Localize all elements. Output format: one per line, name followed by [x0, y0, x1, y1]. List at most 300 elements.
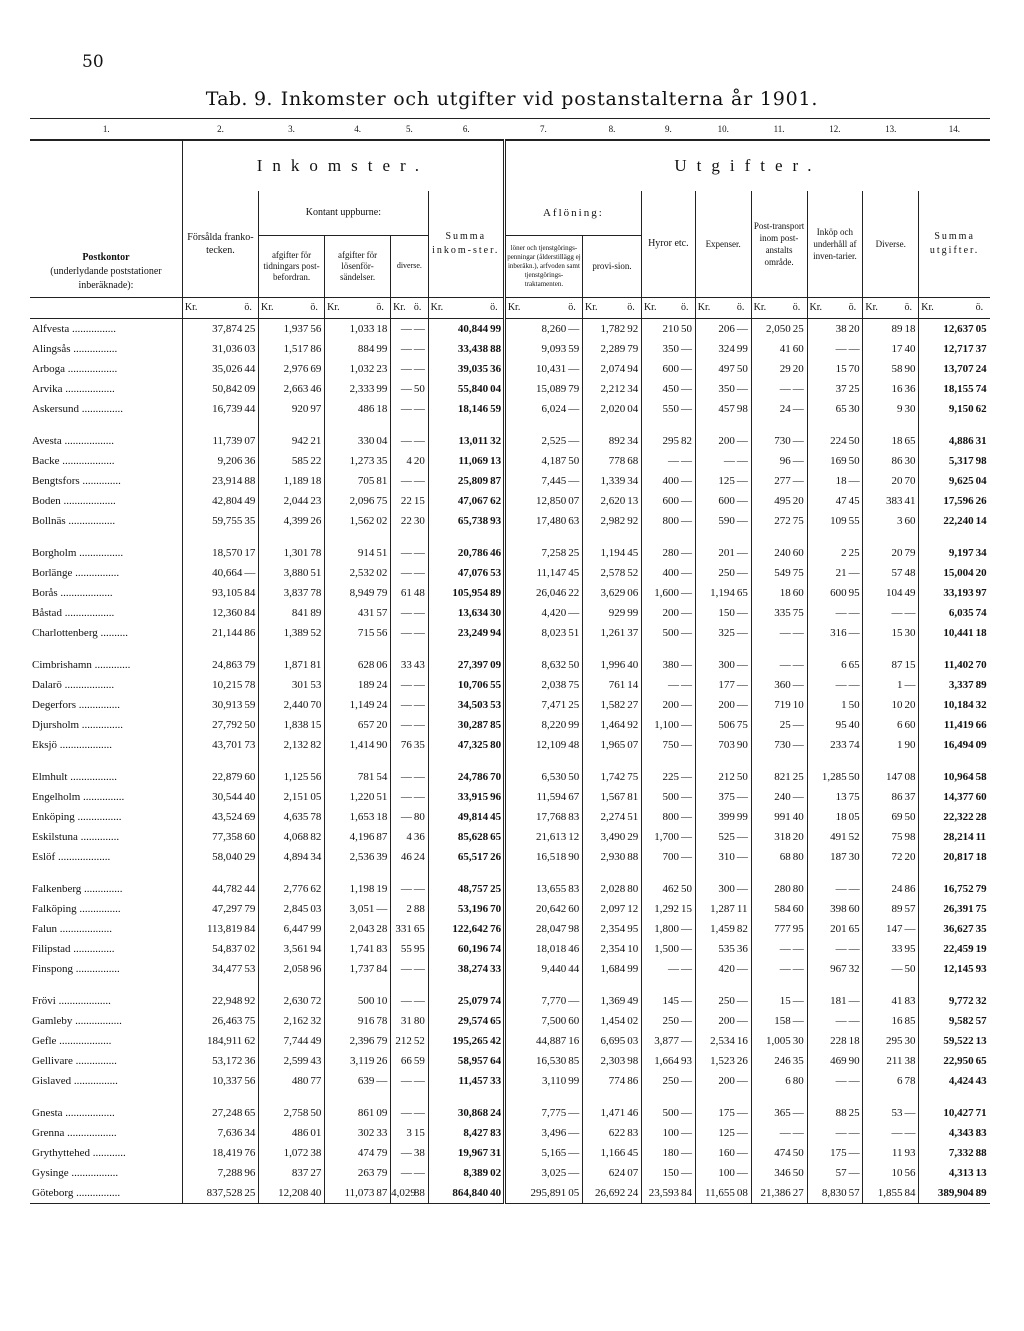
cell-ore: 27 [626, 695, 641, 715]
cell-ore: — [413, 695, 428, 715]
cell-ore: — [567, 1143, 582, 1163]
cell-kr: 700 [662, 850, 680, 863]
cell-ore: 43 [309, 1051, 324, 1071]
table-row [30, 735, 990, 755]
cell-kr: 105,954 [452, 586, 489, 599]
cell-kr: 600 [662, 494, 680, 507]
cell-ore: 41 [903, 491, 918, 511]
cell-kr: 1,005 [766, 1034, 791, 1047]
cell-kr: — [835, 342, 847, 355]
cell-ore: — [848, 471, 863, 491]
cell-ore: 20 [975, 566, 987, 579]
colnum: 2. [182, 119, 258, 141]
cell-kr: 375 [718, 790, 735, 803]
cell-ore: 99 [489, 318, 504, 339]
cell-ore: 23 [309, 491, 324, 511]
cell-kr: 11 [891, 1146, 903, 1159]
cell-ore: — [567, 1103, 582, 1123]
cell-ore: 45 [567, 563, 582, 583]
cell-ore: 28 [975, 810, 987, 823]
cell-ore: 56 [243, 1071, 258, 1091]
cell-ore: — [680, 767, 695, 787]
cell-ore: — [736, 543, 751, 563]
cell-ore: 90 [903, 735, 918, 755]
cell-ore: 50 [567, 767, 582, 787]
cell-ore: 98 [903, 827, 918, 847]
cell-kr: 35,026 [212, 362, 243, 375]
cell-kr: 10,427 [943, 1106, 974, 1119]
cell-ore: 20 [792, 359, 807, 379]
table-row [30, 623, 990, 643]
cell-ore: 69 [309, 359, 324, 379]
cell-ore: 18 [975, 626, 987, 639]
cell-ore: 02 [489, 1163, 504, 1183]
cell-ore: — [736, 675, 751, 695]
cell-kr: 431 [357, 606, 375, 619]
cell-ore: 18 [903, 318, 918, 339]
cell-kr: — [400, 718, 412, 731]
cell-kr: 113,819 [206, 922, 243, 935]
cell-ore: 52 [848, 827, 863, 847]
cell-ore: 51 [309, 563, 324, 583]
postkontor-name: Gnesta .................. [30, 1103, 182, 1123]
cell-kr: 892 [608, 434, 626, 447]
cell-kr: 1,965 [600, 738, 626, 751]
cell-kr: 2,074 [600, 362, 626, 375]
cell-kr: 125 [718, 474, 735, 487]
cell-kr: 25,809 [457, 474, 489, 487]
cell-ore: 66 [975, 718, 987, 731]
cell-kr: 861 [357, 1106, 375, 1119]
cell-kr: 10,431 [536, 362, 567, 375]
cell-ore: — [680, 603, 695, 623]
cell-ore: — [736, 1011, 751, 1031]
cell-ore: — [848, 603, 863, 623]
cell-ore: — [736, 603, 751, 623]
cell-ore: 02 [626, 1011, 641, 1031]
postkontor-name: Arboga .................. [30, 359, 182, 379]
cell-kr: 150 [662, 1166, 680, 1179]
cell-kr: 6,035 [948, 606, 974, 619]
cell-ore: 88 [489, 339, 504, 359]
cell-ore: 12 [567, 827, 582, 847]
cell-kr: 2,097 [600, 902, 626, 915]
cell-kr: 1,741 [349, 942, 375, 955]
cell-ore: — [680, 1071, 695, 1091]
cell-kr: 535 [718, 942, 735, 955]
cell-ore: — [567, 603, 582, 623]
table-row [30, 899, 990, 919]
cell-ore: 40 [243, 787, 258, 807]
cell-ore: 60 [903, 511, 918, 531]
cell-ore: 36 [903, 379, 918, 399]
cell-kr: 11,594 [536, 790, 567, 803]
cell-kr: 30,913 [212, 698, 243, 711]
cell-ore: — [792, 1011, 807, 1031]
cell-ore: 24 [375, 695, 390, 715]
cell-kr: 20 [891, 474, 903, 487]
cell-ore: 99 [626, 959, 641, 979]
cell-ore: 15 [413, 1123, 428, 1143]
cell-ore: 56 [903, 1163, 918, 1183]
cell-kr: 16,518 [536, 850, 567, 863]
cell-kr: 27,792 [212, 718, 243, 731]
cell-ore: — [792, 471, 807, 491]
cell-kr: 6 [785, 1074, 791, 1087]
cell-kr: — [400, 474, 412, 487]
cell-ore: — [680, 991, 695, 1011]
loner-header: löner och tjenstgörings-penningar (ålderstillägg ej inberäkn.), arfvoden samt tjenstgörings-traktamenten. [504, 235, 582, 297]
cell-kr: 2,096 [349, 494, 375, 507]
diverse-inkomster-header: diverse. [391, 235, 429, 297]
table-row [30, 991, 990, 1011]
cell-ore: 36 [243, 1051, 258, 1071]
cell-kr: 2,620 [600, 494, 626, 507]
cell-ore: 74 [489, 939, 504, 959]
postkontor-subheader: (underlydande poststationer inberäknade): [50, 265, 162, 291]
cell-ore: — [680, 695, 695, 715]
cell-kr: 1,838 [283, 718, 309, 731]
cell-ore: — [413, 1103, 428, 1123]
cell-kr: 9,440 [541, 962, 567, 975]
cell-ore: 64 [489, 1051, 504, 1071]
cell-kr: 2,776 [283, 882, 309, 895]
cell-kr: 18,146 [457, 402, 489, 415]
cell-ore: 53 [243, 959, 258, 979]
cell-ore: 55 [848, 511, 863, 531]
cell-kr: 4,196 [349, 830, 375, 843]
cell-kr: 24 [891, 882, 903, 895]
cell-kr: 24,863 [212, 658, 243, 671]
cell-kr: 639 [357, 1074, 375, 1087]
cell-kr: 6,530 [541, 770, 567, 783]
cell-ore: 18 [375, 318, 390, 339]
cell-kr: 160 [718, 1146, 735, 1159]
cell-ore: — [567, 1163, 582, 1183]
cell-ore: — [413, 563, 428, 583]
cell-ore: 09 [489, 655, 504, 675]
cell-kr: 15,089 [536, 382, 567, 395]
cell-ore: 94 [309, 939, 324, 959]
cell-ore: 50 [567, 655, 582, 675]
summa-utgifter-header: Summa utgifter. [929, 230, 980, 256]
cell-ore: 84 [243, 583, 258, 603]
cell-kr: — [835, 606, 847, 619]
cell-ore: 63 [567, 511, 582, 531]
cell-kr: 147 [885, 770, 903, 783]
cell-ore: 05 [975, 322, 987, 335]
cell-ore: 84 [243, 919, 258, 939]
cell-ore: — [736, 379, 751, 399]
cell-kr: — [400, 1074, 412, 1087]
cell-ore: 25 [848, 379, 863, 399]
cell-kr: 325 [718, 626, 735, 639]
cell-kr: 15 [779, 994, 791, 1007]
cell-kr: 8,260 [541, 322, 567, 335]
cell-ore: 25 [792, 767, 807, 787]
posttransport-header: Post-transport inom post-anstalts område. [751, 191, 807, 297]
cell-kr: 2,020 [600, 402, 626, 415]
table-row [30, 431, 990, 451]
postkontor-name: Grenna .................. [30, 1123, 182, 1143]
cell-kr: 398 [830, 902, 847, 915]
postkontor-name: Båstad .................. [30, 603, 182, 623]
cell-kr: 18,018 [536, 942, 567, 955]
cell-ore: — [680, 359, 695, 379]
cell-ore: 50 [680, 318, 695, 339]
cell-kr: 2,044 [283, 494, 309, 507]
cell-kr: 600 [718, 494, 735, 507]
cell-kr: 2,212 [600, 382, 626, 395]
cell-ore: 26 [375, 1051, 390, 1071]
cell-kr: 212 [718, 770, 735, 783]
cell-ore: — [680, 491, 695, 511]
cell-kr: 778 [608, 454, 626, 467]
cell-ore: 93 [975, 962, 987, 975]
postkontor-name: Dalarö .................. [30, 675, 182, 695]
cell-ore: 88 [413, 1183, 428, 1204]
cell-kr: 200 [718, 434, 735, 447]
table-row [30, 451, 990, 471]
cell-kr: 3,877 [654, 1034, 680, 1047]
cell-ore: 79 [243, 899, 258, 919]
cell-kr: 316 [830, 626, 847, 639]
cell-kr: 25 [779, 718, 791, 731]
cell-ore: 70 [489, 767, 504, 787]
cell-kr: 23,914 [212, 474, 243, 487]
cell-kr: — [400, 546, 412, 559]
cell-kr: 11,147 [536, 566, 567, 579]
cell-ore: 85 [489, 715, 504, 735]
cell-kr: 150 [718, 606, 735, 619]
cell-kr: 68 [779, 850, 791, 863]
cell-kr: 9,093 [541, 342, 567, 355]
cell-ore: 99 [567, 715, 582, 735]
cell-kr: 500 [662, 790, 680, 803]
postkontor-name: Alingsås ................ [30, 339, 182, 359]
cell-ore: 84 [375, 959, 390, 979]
cell-kr: 33 [400, 658, 412, 671]
cell-ore: 65 [736, 583, 751, 603]
cell-ore: 95 [413, 939, 428, 959]
cell-ore: — [413, 603, 428, 623]
cell-kr: 295 [662, 434, 680, 447]
cell-kr: — [400, 994, 412, 1007]
cell-kr: 2,289 [600, 342, 626, 355]
cell-ore: 86 [243, 623, 258, 643]
cell-kr: 20,817 [943, 850, 974, 863]
cell-kr: 3,025 [541, 1166, 567, 1179]
cell-ore: 51 [375, 543, 390, 563]
cell-kr: 3,880 [283, 566, 309, 579]
cell-ore: 03 [243, 339, 258, 359]
cell-kr: 53 [891, 1106, 903, 1119]
cell-ore: 96 [489, 787, 504, 807]
cell-ore: 92 [626, 715, 641, 735]
cell-ore: — [413, 1163, 428, 1183]
table-row [30, 543, 990, 563]
cell-ore: 13 [975, 1034, 987, 1047]
cell-ore: — [736, 491, 751, 511]
cell-ore: — [413, 959, 428, 979]
cell-ore: — [792, 399, 807, 419]
cell-kr: 1,582 [600, 698, 626, 711]
cell-kr: 75 [891, 830, 903, 843]
cell-ore: 70 [489, 899, 504, 919]
cell-kr: 42,804 [212, 494, 243, 507]
cell-ore: 60 [792, 543, 807, 563]
cell-ore: 27 [792, 1183, 807, 1204]
cell-kr: 47,076 [457, 566, 489, 579]
cell-ore: 02 [375, 563, 390, 583]
cell-kr: 474 [774, 1146, 791, 1159]
cell-ore: — [736, 991, 751, 1011]
cell-ore: — [567, 991, 582, 1011]
cell-ore: 80 [626, 879, 641, 899]
cell-kr: 44,887 [536, 1034, 567, 1047]
cell-ore: 79 [375, 1031, 390, 1051]
cell-kr: 1,072 [283, 1146, 309, 1159]
cell-ore: — [848, 675, 863, 695]
cell-ore: 30 [848, 847, 863, 867]
cell-ore: 25 [792, 318, 807, 339]
cell-ore: 84 [243, 603, 258, 623]
cell-ore: 43 [413, 655, 428, 675]
cell-ore: 40 [489, 1183, 504, 1204]
cell-kr: 12,208 [259, 1183, 310, 1204]
cell-ore: 30 [848, 399, 863, 419]
cell-ore: 80 [792, 847, 807, 867]
cell-kr: 3,051 [349, 902, 375, 915]
cell-ore: 36 [736, 939, 751, 959]
cell-kr: — [891, 606, 903, 619]
cell-kr: 13 [835, 790, 847, 803]
cell-ore: 70 [903, 471, 918, 491]
cell-ore: 94 [626, 359, 641, 379]
table-row [30, 563, 990, 583]
cell-kr: 1,301 [283, 546, 309, 559]
cell-kr: 26,046 [536, 586, 567, 599]
cell-ore: 49 [243, 491, 258, 511]
cell-ore: 56 [309, 767, 324, 787]
cell-kr: 22 [400, 514, 412, 527]
postkontor-name: Grythyttehed ............ [30, 1143, 182, 1163]
cell-kr: 280 [774, 882, 791, 895]
cell-ore: 48 [413, 583, 428, 603]
cell-ore: 34 [243, 1123, 258, 1143]
cell-ore: 45 [626, 1143, 641, 1163]
cell-kr: 9 [896, 402, 903, 415]
cell-kr: 27,248 [212, 1106, 243, 1119]
cell-kr: 1,369 [600, 994, 626, 1007]
unit-ore: ö. [413, 297, 428, 318]
group-spacer [30, 979, 990, 991]
cell-kr: 10 [891, 1166, 903, 1179]
cell-kr: 41 [779, 342, 791, 355]
cell-kr: 26,391 [943, 902, 974, 915]
cell-ore: 05 [848, 807, 863, 827]
cell-kr: 14,377 [943, 790, 974, 803]
cell-kr: 109 [830, 514, 847, 527]
cell-kr: 3 [406, 1126, 412, 1139]
cell-kr: 53,196 [457, 902, 489, 915]
table-row [30, 1051, 990, 1071]
cell-ore: 58 [975, 770, 987, 783]
cell-kr: 20,642 [536, 902, 567, 915]
cell-ore: 32 [309, 1011, 324, 1031]
cell-ore: 92 [626, 318, 641, 339]
cell-ore: — [848, 939, 863, 959]
cell-kr: 18 [835, 474, 847, 487]
cell-ore: 44 [567, 959, 582, 979]
cell-kr: 240 [774, 790, 791, 803]
cell-ore: 32 [848, 959, 863, 979]
cell-kr: 184,911 [206, 1034, 243, 1047]
cell-ore: 30 [489, 603, 504, 623]
cell-ore: 28 [375, 919, 390, 939]
postkontor-name: Enköping ................ [30, 807, 182, 827]
cell-kr: 2,663 [283, 382, 309, 395]
cell-kr: 17,480 [536, 514, 567, 527]
cell-ore: — [736, 431, 751, 451]
cell-ore: — [848, 1123, 863, 1143]
cell-kr: — [835, 1126, 847, 1139]
cell-kr: 622 [608, 1126, 626, 1139]
unit-ore: ö. [680, 297, 695, 318]
afgifter-losen-header: afgifter för lösenför-sändelser. [325, 235, 391, 297]
cell-ore: — [792, 715, 807, 735]
cell-kr: 23,593 [641, 1183, 680, 1204]
cell-kr: — [400, 1146, 412, 1159]
cell-ore: 20 [848, 318, 863, 339]
cell-ore: 36 [243, 451, 258, 471]
cell-ore: — [848, 991, 863, 1011]
cell-ore: 25 [848, 543, 863, 563]
cell-ore: — [680, 451, 695, 471]
cell-ore: 24 [375, 675, 390, 695]
cell-ore: 89 [309, 603, 324, 623]
cell-kr: — [400, 882, 412, 895]
cell-ore: 50 [736, 767, 751, 787]
cell-kr: 36,627 [943, 922, 974, 935]
cell-ore: 20 [413, 451, 428, 471]
postkontor-name: Boden ................... [30, 491, 182, 511]
cell-kr: 8,389 [463, 1166, 489, 1179]
cell-ore: 70 [309, 695, 324, 715]
cell-kr: 228 [830, 1034, 847, 1047]
group-spacer [30, 755, 990, 767]
cell-kr: 11,457 [458, 1074, 489, 1087]
cell-ore: 79 [243, 655, 258, 675]
cell-kr: 324 [718, 342, 735, 355]
cell-ore: — [680, 735, 695, 755]
cell-ore: 98 [975, 454, 987, 467]
cell-kr: 1,562 [349, 514, 375, 527]
cell-ore: 59 [567, 339, 582, 359]
cell-kr: 41 [891, 994, 903, 1007]
cell-kr: 272 [774, 514, 791, 527]
cell-ore: 65 [975, 1054, 987, 1067]
cell-kr: 47,067 [457, 494, 489, 507]
cell-ore: — [413, 787, 428, 807]
cell-kr: 33,915 [457, 790, 489, 803]
cell-kr: — [723, 454, 735, 467]
cell-ore: 50 [848, 767, 863, 787]
cell-kr: 8,632 [541, 658, 567, 671]
unit-ore: ö. [626, 297, 641, 318]
cell-kr: 600 [830, 586, 847, 599]
cell-ore: 30 [903, 623, 918, 643]
